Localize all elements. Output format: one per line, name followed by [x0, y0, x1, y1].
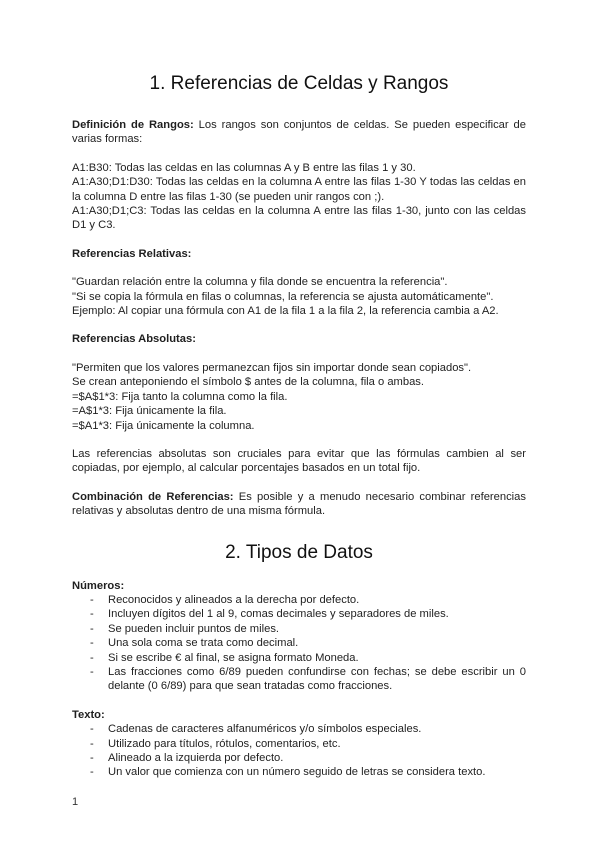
rango-example: A1:B30: Todas las celdas en las columnas A y B entre las filas 1 y 30. — [72, 161, 416, 174]
absolute-reference-line: Se crean anteponiendo el símbolo $ antes de la columna, fila o ambas. — [72, 376, 425, 389]
dash-marker: - — [90, 593, 94, 606]
combination-paragraph — [72, 490, 526, 519]
dash-marker: - — [90, 766, 94, 779]
dash-marker: - — [90, 737, 94, 750]
list-item-text: Un valor que comienza con un número seguido de letras se considera texto. — [108, 766, 486, 779]
dash-marker: - — [90, 665, 94, 678]
texto-heading: Texto: — [72, 708, 105, 721]
list-item — [72, 665, 526, 694]
combination-text: Es posible y a menudo necesario combinar referencias relativas y absolutas dentro de una misma fórmula. — [72, 490, 526, 518]
dash-marker: - — [90, 752, 94, 764]
list-item-text: Una sola coma se trata como decimal. — [108, 637, 299, 650]
list-item-text: Si se escribe € al final, se asigna formato Moneda. — [108, 651, 359, 664]
list-item — [72, 751, 526, 765]
page-number: 1 — [72, 796, 79, 808]
dash-marker: - — [90, 637, 94, 650]
relative-reference-line: "Si se copia la fórmula en filas o columnas, la referencia se ajusta automáticamente". — [72, 290, 494, 303]
rango-example: A1:A30;D1;C3: Todas las celdas en la columna A entre las filas 1-30, junto con las celdas D1 y C3. — [72, 205, 526, 232]
document-page — [72, 72, 526, 780]
combination-label: Combinación de Referencias: — [72, 490, 234, 503]
list-item — [72, 607, 526, 621]
texto-list — [72, 722, 526, 780]
list-item — [72, 636, 526, 650]
absolute-reference-line: =$A1*3: Fija únicamente la columna. — [72, 419, 255, 432]
dash-marker: - — [90, 651, 94, 664]
absolute-references-note: Las referencias absolutas son cruciales para evitar que las fórmulas cambien al ser copiadas, por ejemplo, al calcular porcentajes basados en un total fijo. — [72, 447, 526, 475]
relative-reference-line: Ejemplo: Al copiar una fórmula con A1 de la fila 1 a la fila 2, la referencia cambia a A2. — [72, 305, 499, 318]
dash-marker: - — [90, 723, 94, 736]
rangos-definition-paragraph — [72, 118, 526, 147]
list-item-text: Las fracciones como 6/89 pueden confundirse con fechas; se debe escribir un 0 delante (0 6/89) para que sean tratadas como fracciones. — [108, 665, 526, 693]
absolute-reference-line: =A$1*3: Fija únicamente la fila. — [72, 405, 227, 418]
list-item-text: Se pueden incluir puntos de miles. — [108, 622, 280, 635]
list-item — [72, 651, 526, 665]
list-item — [72, 593, 526, 607]
absolute-reference-line: "Permiten que los valores permanezcan fijos sin importar donde sean copiados". — [72, 361, 472, 374]
rangos-definition-label: Definición de Rangos: — [72, 119, 194, 131]
list-item — [72, 622, 526, 636]
list-item-text: Reconocidos y alineados a la derecha por defecto. — [108, 593, 360, 606]
list-item — [72, 765, 526, 779]
dash-marker: - — [90, 622, 94, 635]
section-1-title: 1. Referencias de Celdas y Rangos — [149, 73, 449, 94]
numeros-heading: Números: — [72, 579, 125, 592]
rango-example: A1:A30;D1:D30: Todas las celdas en la columna A entre las filas 1-30 Y todas las celdas en la columna D entre las filas 1-30 (se pueden unir rangos con ;). — [72, 176, 526, 203]
list-item — [72, 722, 526, 736]
section-2-title: 2. Tipos de Datos — [225, 541, 373, 563]
list-item-text: Incluyen dígitos del 1 al 9, comas decimales y separadores de miles. — [108, 608, 449, 621]
absolute-reference-line: =$A$1*3: Fija tanto la columna como la fila. — [72, 390, 288, 403]
numeros-list — [72, 593, 526, 694]
relative-references-heading: Referencias Relativas: — [72, 247, 192, 260]
list-item — [72, 737, 526, 751]
list-item-text: Alineado a la izquierda por defecto. — [108, 752, 284, 764]
relative-reference-line: "Guardan relación entre la columna y fila donde se encuentra la referencia". — [72, 276, 448, 289]
list-item-text: Cadenas de caracteres alfanuméricos y/o símbolos especiales. — [108, 723, 422, 736]
rangos-definition-text: Los rangos son conjuntos de celdas. Se pueden especificar de varias formas: — [72, 119, 526, 146]
list-item-text: Utilizado para títulos, rótulos, comentarios, etc. — [108, 737, 341, 750]
absolute-references-heading: Referencias Absolutas: — [72, 333, 196, 346]
dash-marker: - — [90, 608, 94, 621]
